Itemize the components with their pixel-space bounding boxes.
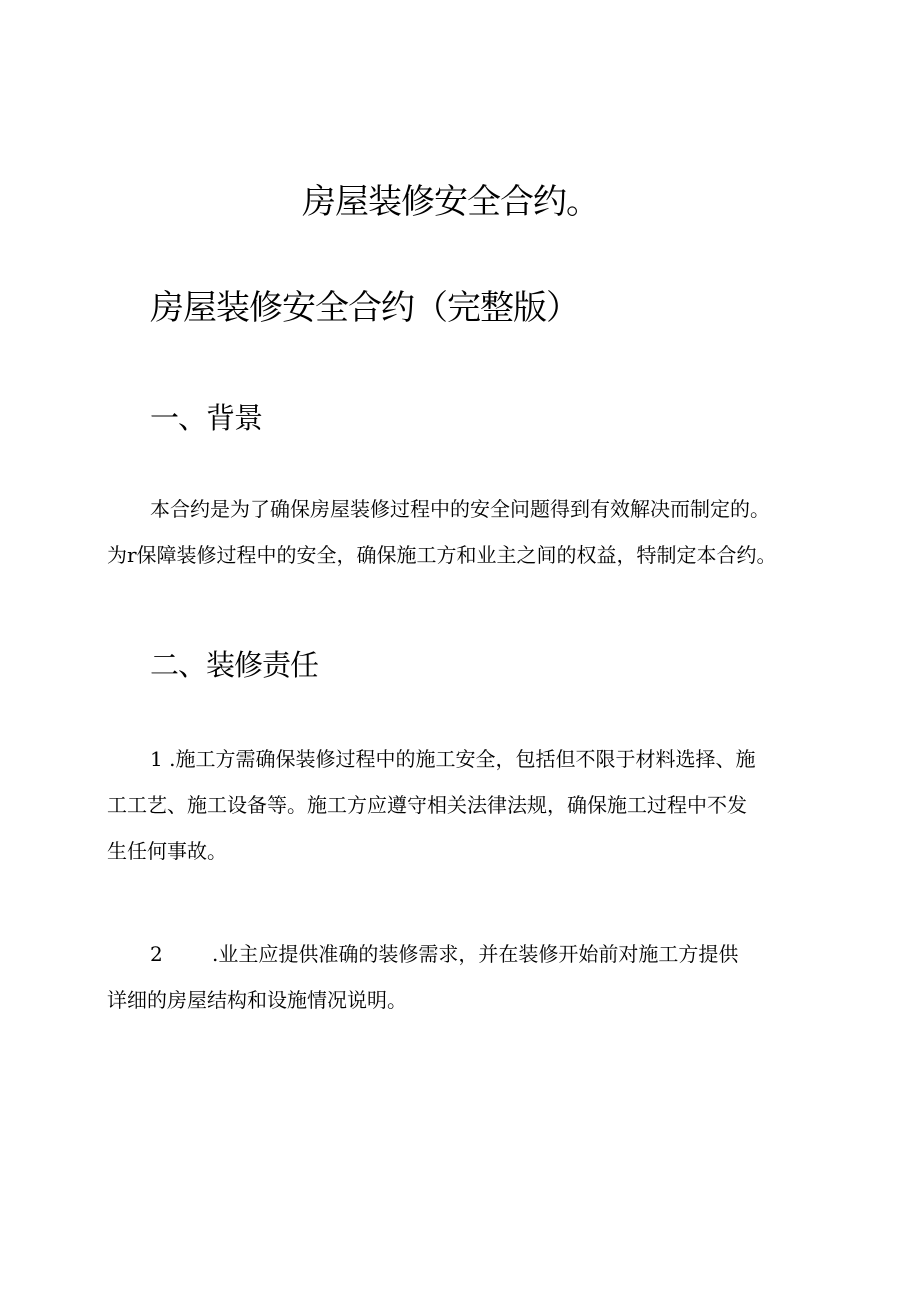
paragraph-line: 本合约是为了确保房屋装修过程中的安全问题得到有效解决而制定的。 [150,497,770,521]
document-subtitle: 房屋装修安全合约（完整版） [150,288,579,328]
paragraph-line: 为r保障装修过程中的安全，确保施工方和业主之间的权益，特制定本合约。 [107,543,777,567]
paragraph-line: 详细的房屋结构和设施情况说明。 [107,988,407,1012]
item-number: 2 [150,942,163,966]
section-heading-background: 一、背景 [150,401,263,435]
paragraph-line: 生任何事故。 [107,839,227,863]
paragraph-line: .业主应提供准确的装修需求，并在装修开始前对施工方提供 [212,942,739,966]
paragraph-line: 工工艺、施工设备等。施工方应遵守相关法律法规，确保施工过程中不发 [107,793,747,817]
paragraph-line: 1 .施工方需确保装修过程中的施工安全，包括但不限于材料选择、施 [150,747,756,771]
section-heading-responsibility: 二、装修责任 [150,648,319,682]
document-title: 房屋装修安全合约。 [302,182,599,222]
